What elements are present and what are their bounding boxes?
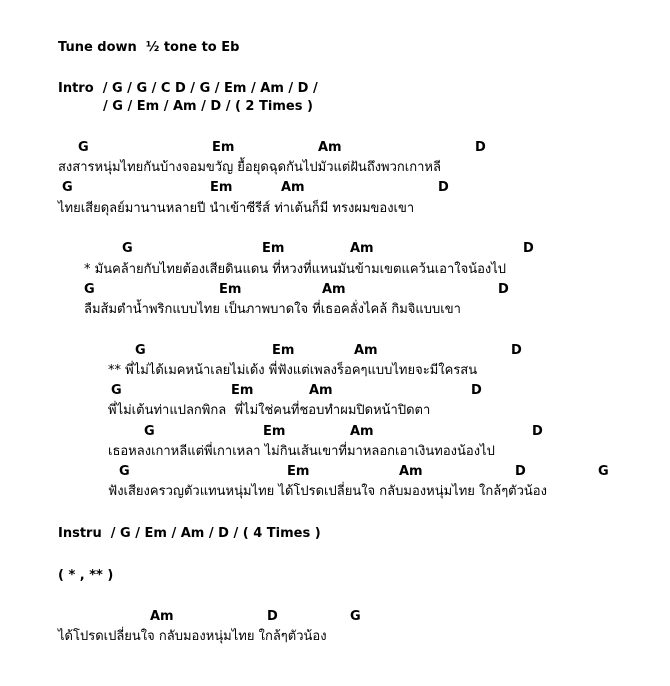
chord: Am — [354, 343, 378, 358]
chord: D — [475, 140, 486, 155]
chord: D — [498, 282, 509, 297]
repeat-markers: ( * , ** ) — [58, 568, 114, 583]
intro-line-2: / G / Em / Am / D / ( 2 Times ) — [103, 99, 313, 114]
bridge-chord-row-1 — [0, 343, 670, 359]
chord: Am — [399, 464, 423, 479]
chorus-lyric-1: * มันคล้ายกับไทยต้องเสียดินแดน ที่หวงที่แหนมันข้ามเขตแคว้นเอาใจน้องไป — [84, 262, 507, 277]
chord: Em — [210, 180, 233, 195]
bridge-lyric-4: ฟังเสียงครวญตัวแทนหนุ่มไทย ได้โปรดเปลี่ยนใจ กลับมองหนุ่มไทย ใกล้ๆตัวน้อง — [108, 484, 547, 499]
chord: Am — [318, 140, 342, 155]
bridge-chord-row-4 — [0, 464, 670, 480]
chord: D — [511, 343, 522, 358]
verse1-lyric-2: ไทยเสียดุลย์มานานหลายปี นำเข้าซีรีส์ ท่าเต้นก็มี ทรงผมของเขา — [58, 201, 415, 216]
chorus-lyric-2: ลืมส้มตำน้ำพริกแบบไทย เป็นภาพบาดใจ ที่เธอคลั่งไคล้ กิมจิแบบเขา — [84, 302, 461, 317]
chord: G — [350, 609, 361, 624]
chord: G — [119, 464, 130, 479]
chord: G — [122, 241, 133, 256]
bridge-lyric-3: เธอหลงเกาหลีแต่พี่เกาเหลา ไม่กินเส้นเขาที่มาหลอกเอาเงินทองน้องไป — [108, 444, 495, 459]
bridge-lyric-2: พี่ไม่เต้นท่าแปลกพิกล พี่ไม่ใช่คนที่ชอบทำผมปิดหน้าปิดตา — [108, 403, 431, 418]
chorus-chord-row-1 — [0, 241, 670, 257]
outro-lyric: ได้โปรดเปลี่ยนใจ กลับมองหนุ่มไทย ใกล้ๆตัวน้อง — [58, 629, 327, 644]
verse1-chord-row-2 — [0, 180, 670, 196]
tuning-note: Tune down ½ tone to Eb — [58, 40, 240, 55]
chord: D — [471, 383, 482, 398]
chord: G — [135, 343, 146, 358]
chord: G — [62, 180, 73, 195]
bridge-lyric-1: ** พี่ไม่ได้เมคหน้าเลยไม่เด้ง พี่ฟังแต่เพลงร็อคๆแบบไทยจะมีใครสน — [108, 363, 478, 378]
chord: D — [523, 241, 534, 256]
chord: Am — [322, 282, 346, 297]
chord: D — [532, 424, 543, 439]
chord: Am — [150, 609, 174, 624]
chord: Em — [262, 241, 285, 256]
chord: D — [438, 180, 449, 195]
verse1-chord-row-1 — [0, 140, 670, 156]
chord: D — [267, 609, 278, 624]
chord: Am — [281, 180, 305, 195]
chord: Am — [309, 383, 333, 398]
chord: Am — [350, 241, 374, 256]
chord: Em — [219, 282, 242, 297]
chord: Am — [350, 424, 374, 439]
bridge-chord-row-3 — [0, 424, 670, 440]
chord: G — [111, 383, 122, 398]
bridge-chord-row-2 — [0, 383, 670, 399]
chord: D — [515, 464, 526, 479]
verse1-lyric-1: สงสารหนุ่มไทยกันบ้างจอมขวัญ ยื้อยุดฉุดกันไปมัวแต่ฝันถึงพวกเกาหลี — [58, 160, 441, 175]
chord: G — [84, 282, 95, 297]
chord: Em — [272, 343, 295, 358]
chord: G — [598, 464, 609, 479]
intro-line-1: Intro / G / G / C D / G / Em / Am / D / — [58, 81, 318, 96]
chord: Em — [287, 464, 310, 479]
chord: Em — [263, 424, 286, 439]
chord: Em — [231, 383, 254, 398]
chord: G — [78, 140, 89, 155]
chorus-chord-row-2 — [0, 282, 670, 298]
chord: Em — [212, 140, 235, 155]
instrumental-line: Instru / G / Em / Am / D / ( 4 Times ) — [58, 526, 321, 541]
chord: G — [144, 424, 155, 439]
outro-chord-row — [0, 609, 670, 625]
